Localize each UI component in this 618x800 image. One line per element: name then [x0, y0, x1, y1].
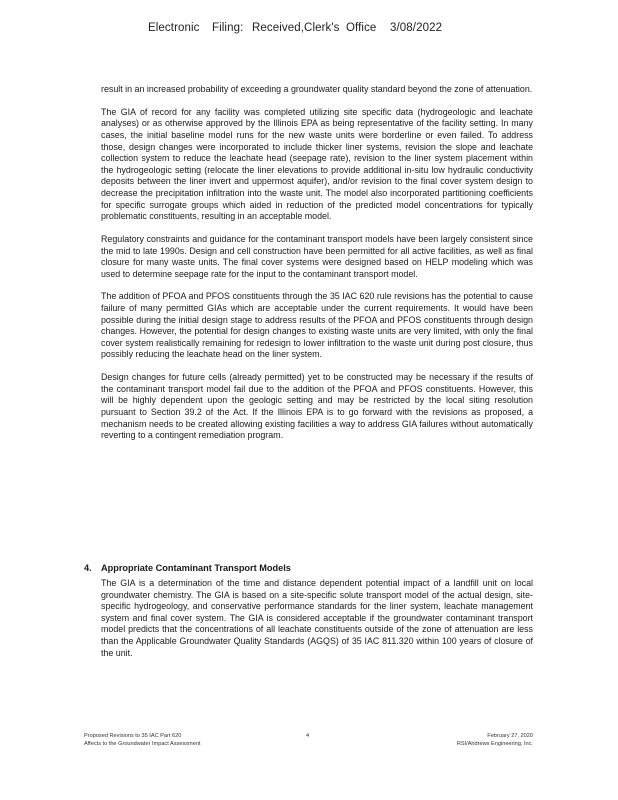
- footer-date-author: [457, 733, 533, 748]
- section-body-paragraph: The GIA is a determination of the time and distance dependent potential impact of a landfill unit on local groundwater chemistry. The GIA is based on a site-specific solute transport model of the actual design, site-specific hydrogeology, and conservative performance standards for the liner system, leachate management system and final cover system. The GIA is considered acceptable if the groundwater contaminant transport model predicts that the concentrations of all leachate constituents outside of the zone of attenuation are less than the Applicable Groundwater Quality Standards (AGQS) of 35 IAC 811.320 within 100 years of closure of the unit.: [101, 578, 533, 658]
- footer-left-line-1: Proposed Revisions to 35 IAC Part 620: [84, 733, 182, 739]
- footer-right-line-2: RSI/Andrews Engineering, Inc.: [456, 740, 533, 747]
- stamp-date: 3/08/2022: [390, 22, 443, 34]
- stamp-office: Office: [346, 22, 377, 34]
- page-number: 4: [306, 733, 310, 739]
- stamp-received: Received,Clerk's: [252, 22, 340, 34]
- section-number: 4.: [84, 563, 92, 573]
- footer-left-line-2: Affects to the Groundwater Impact Assessment: [84, 740, 201, 747]
- electronic-filing-stamp: [148, 22, 442, 34]
- section-heading: [84, 563, 291, 573]
- paragraph-pfoa-pfos-addition: The addition of PFOA and PFOS constituents through the 35 IAC 620 rule revisions has the potential to cause failure of many permitted GIAs which are acceptable under the current requirements. It would have been possible during the initial design stage to address results of the PFOA and PFOS constituents through design changes. However, the potential for design changes to existing waste units are very limited, with only the final cover system realistically remaining for redesign to lower infiltration to the waste unit during post closure, thus possibly reducing the leachate head on the liner system.: [101, 291, 533, 360]
- footer-document-title: [84, 733, 201, 748]
- paragraph-gia-record: The GIA of record for any facility was completed utilizing site specific data (hydrogeologic and leachate analyses) or as otherwise approved by the Illinois EPA as being representative of the facility setting. In many cases, the initial baseline model runs for the new waste units were borderline or even failed. To address those, design changes were incorporated to include thicker liner systems, revision the slope and leachate collection system to reduce the leachate head (seepage rate), revision to the liner system placement within the hydrogeologic setting (relocate the liner elevations to provide additional in-situ low hydraulic conductivity deposits between the liner invert and uppermost aquifer), and/or revision to the final cover system design to decrease the precipitation infiltration into the waste unit. The model also incorporated partitioning coefficients for specific surrogate groups which aided in reduction of the predicted model concentrations for typically problematic constituents, resulting in an acceptable model.: [101, 106, 533, 222]
- document-body: [101, 84, 533, 453]
- section-title: Appropriate Contaminant Transport Models: [101, 563, 291, 573]
- paragraph-regulatory-constraints: Regulatory constraints and guidance for the contaminant transport models have been largely consistent since the mid to late 1990s. Design and cell construction have been permitted for all active facilities, as well as final closure for many waste units. The final cover systems were designed based on HELP modeling which was used to determine seepage rate for the input to the contaminant transport model.: [101, 233, 533, 279]
- footer-right-line-1: February 27, 2020: [487, 733, 533, 739]
- paragraph-continuation: result in an increased probability of exceeding a groundwater quality standard beyond the zone of attenuation.: [101, 84, 533, 94]
- paragraph-future-cells: Design changes for future cells (already permitted) yet to be constructed may be necessary if the results of the contaminant transport model fail due to the addition of the PFOA and PFOS constituents. However, this will be highly dependent upon the geologic setting and may be restricted by the local siting resolution pursuant to Section 39.2 of the Act. If the Illinois EPA is to go forward with the revisions as proposed, a mechanism needs to be created allowing existing facilities a way to address GIA failures without automatically reverting to a contingent remediation program.: [101, 372, 533, 441]
- stamp-filing: Filing:: [212, 22, 244, 34]
- stamp-electronic: Electronic: [148, 22, 200, 34]
